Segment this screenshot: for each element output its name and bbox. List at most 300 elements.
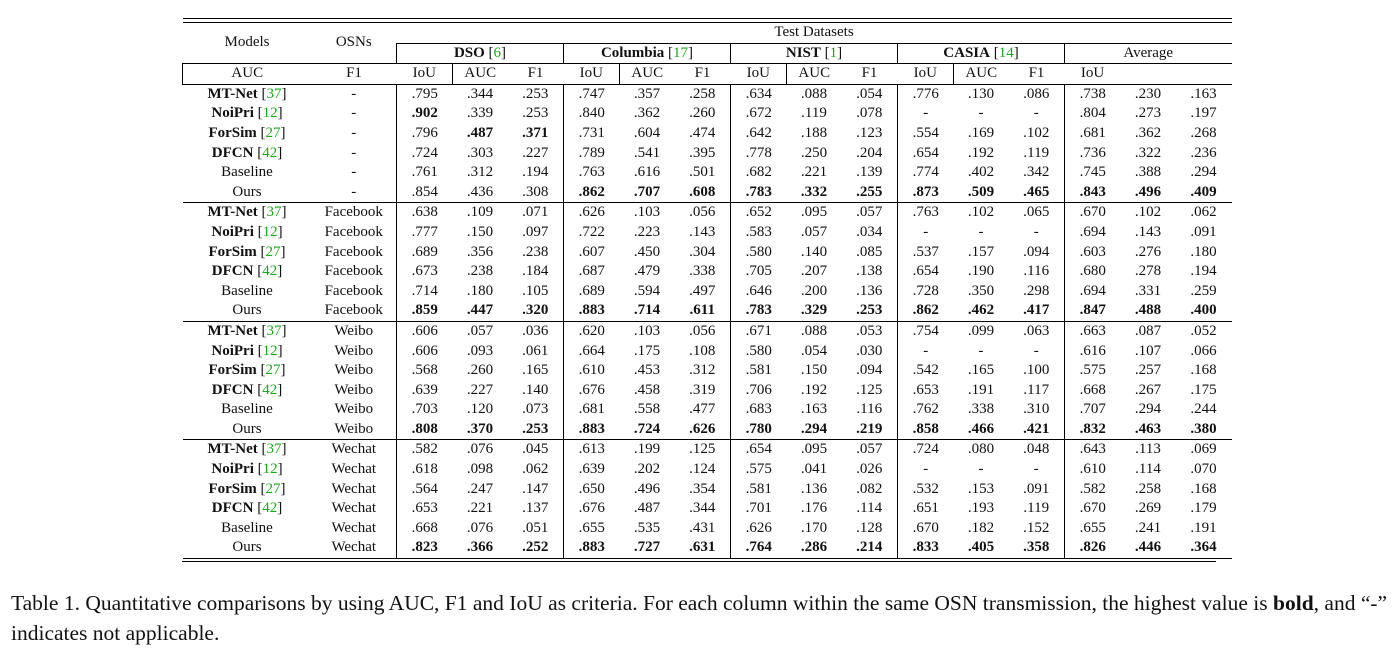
value-cell: .689 [564,282,620,302]
value-cell: .689 [397,243,453,263]
value-cell: .707 [633,183,661,200]
osn-cell: Facebook [324,263,383,280]
value-cell: .108 [689,342,716,359]
value-cell: .332 [800,183,828,200]
value-cell: .143 [1134,223,1162,240]
value-cell: .073 [522,401,549,418]
value-cell: .761 [397,163,453,183]
value-cell: .086 [1009,84,1065,104]
header-metric: AUC [453,64,508,85]
model-name: MT-Net [207,441,258,458]
model-cell [183,163,312,183]
value-cell: .479 [633,263,661,280]
value-cell: .136 [856,282,883,299]
value-cell: .654 [898,262,954,282]
value-cell: - [978,223,984,240]
table-row [183,163,1232,183]
value-cell: .250 [800,144,828,161]
citation-ref[interactable]: 27 [265,362,281,379]
value-cell: .582 [1065,480,1121,500]
table-row [183,183,1232,203]
value-cell: .204 [856,144,883,161]
value-cell: .651 [898,499,954,519]
value-cell: .668 [1065,381,1121,401]
table-row [183,538,1232,558]
model-name: Ours [232,539,262,556]
value-cell: .056 [675,321,731,341]
osn-cell: Weibo [312,321,397,341]
value-cell: .260 [689,105,716,122]
model-cell: DFCN [42] [211,500,283,517]
citation-ref[interactable]: 37 [266,204,282,221]
header-metric: F1 [508,64,564,85]
header-metric: AUC [620,64,675,85]
table-row [183,460,1232,480]
value-cell: .258 [675,84,731,104]
value-cell: .136 [800,480,828,497]
value-cell: .184 [522,263,549,280]
model-name: DFCN [211,263,254,280]
table-row [183,499,1232,519]
value-cell: .776 [898,84,954,104]
value-cell: .763 [564,163,620,183]
value-cell: .745 [1065,163,1121,183]
value-cell: .789 [564,144,620,164]
value-cell: .680 [1065,262,1121,282]
value-cell: .137 [522,500,549,517]
value-cell: .682 [731,163,787,183]
value-cell: .638 [397,203,453,223]
value-cell: .847 [1065,301,1121,321]
value-cell: .065 [1009,203,1065,223]
value-cell: .057 [842,440,898,460]
citation-ref[interactable]: 12 [262,105,278,122]
value-cell: .238 [466,263,494,280]
value-cell: .783 [731,183,787,203]
value-cell: .088 [787,84,842,104]
citation-ref[interactable]: 12 [262,223,278,240]
osn-cell: Wechat [331,500,377,517]
value-cell: .258 [1134,480,1162,497]
table-row [183,400,1232,420]
value-cell: .554 [898,124,954,144]
value-cell: .606 [397,321,453,341]
value-cell: .610 [564,361,620,381]
value-cell: .125 [856,381,883,398]
header-metric: IoU [1065,64,1121,85]
value-cell: .103 [620,203,675,223]
value-cell: .541 [633,144,661,161]
osn-cell: - [351,124,357,141]
model-cell: DFCN [42] [211,381,283,398]
osn-cell: Wechat [312,440,397,460]
value-cell: .192 [800,381,828,398]
osn-cell: Facebook [324,243,383,260]
osn-cell: - [312,84,397,104]
value-cell: .119 [1023,500,1050,517]
value-cell: .168 [1190,362,1217,379]
value-cell: .312 [689,362,716,379]
table-caption [11,588,1391,648]
value-cell: .509 [967,183,995,200]
value-cell: - [898,104,954,124]
model-cell: ForSim [27] [208,480,286,497]
value-cell: - [1033,342,1039,359]
table-row [183,124,1232,144]
model-cell: MT-Net [37] [183,84,312,104]
value-cell: .329 [800,302,828,319]
value-cell: .568 [397,361,453,381]
value-cell: .537 [898,243,954,263]
value-cell: .041 [800,461,828,478]
value-cell: .117 [1023,381,1050,398]
value-cell: .883 [564,301,620,321]
value-cell: .223 [633,223,661,240]
value-cell: .194 [1190,263,1217,280]
citation-ref[interactable]: 37 [266,441,282,458]
value-cell: .474 [689,124,716,141]
model-name: NoiPri [211,461,254,478]
caption-bold-word: bold [1273,591,1314,615]
value-cell: .583 [731,223,787,243]
value-cell: .664 [564,342,620,362]
value-cell: .466 [967,420,995,437]
value-cell: .694 [1065,223,1121,243]
value-cell: .091 [1190,223,1217,240]
osn-cell: Facebook [324,223,383,240]
value-cell: .331 [1134,282,1162,299]
value-cell: .859 [397,301,453,321]
value-cell: .057 [453,321,508,341]
value-cell: .616 [1065,342,1121,362]
value-cell: .808 [397,420,453,440]
value-cell: - [978,342,984,359]
citation-ref[interactable]: 37 [266,322,282,339]
value-cell: .747 [564,84,620,104]
value-cell: .610 [1065,460,1121,480]
value-cell: .681 [564,400,620,420]
table-row [183,342,1232,362]
value-cell: .087 [1121,321,1176,341]
value-cell: .496 [633,480,661,497]
value-cell: .036 [508,321,564,341]
value-cell: .421 [1023,420,1050,437]
value-cell: .140 [800,243,828,260]
model-name: NoiPri [211,342,254,359]
value-cell: - [898,342,954,362]
value-cell: .594 [633,282,661,299]
value-cell: .176 [800,500,828,517]
citation-ref[interactable]: 6 [493,44,502,61]
value-cell: .608 [689,183,716,200]
value-cell: .207 [800,263,828,280]
value-cell: .114 [856,500,883,517]
value-cell: .575 [731,460,787,480]
value-cell: .197 [1190,105,1217,122]
value-cell: .453 [633,362,661,379]
value-cell: .487 [633,500,661,517]
value-cell: .221 [466,500,494,517]
value-cell: .902 [397,104,453,124]
value-cell: .501 [689,164,716,181]
value-cell: .431 [689,519,716,536]
value-cell: .219 [856,420,883,437]
osn-cell: Wechat [312,538,397,558]
value-cell: .580 [731,243,787,263]
model-cell [183,420,312,440]
value-cell: .342 [1023,164,1050,181]
value-cell: .119 [801,105,827,122]
value-cell: .125 [675,440,731,460]
header-row-metrics [183,64,1232,85]
header-metric: IoU [564,64,620,85]
value-cell: .199 [620,440,675,460]
dataset-name: CASIA [943,44,990,61]
osn-cell: Weibo [334,342,374,359]
value-cell: .639 [564,460,620,480]
value-cell: .230 [1121,84,1176,104]
value-cell: .883 [564,538,620,558]
citation-ref[interactable]: 42 [262,500,278,517]
value-cell: .862 [898,301,954,321]
value-cell: .076 [453,440,508,460]
value-cell: .436 [466,183,494,200]
header-metric: IoU [898,64,954,85]
value-cell: .620 [564,321,620,341]
model-name: NoiPri [211,223,254,240]
value-cell: .724 [633,420,661,437]
value-cell: - [978,461,984,478]
citation-ref[interactable]: 42 [262,263,278,280]
caption-prefix: Table 1. Quantitative comparisons by using AUC, F1 and IoU as criteria. For each column within the same OSN transmission, the highest value is [11,591,1274,615]
value-cell: .188 [800,124,828,141]
model-name: ForSim [208,243,257,260]
model-cell: ForSim [27] [208,362,286,379]
value-cell: .175 [633,342,661,359]
value-cell: .626 [731,519,787,539]
model-cell: MT-Net [37] [183,203,312,223]
value-cell: .286 [787,538,842,558]
value-cell: .238 [522,243,549,260]
table-row [183,282,1232,302]
citation-ref[interactable]: 42 [262,144,278,161]
value-cell: .858 [898,420,954,440]
value-cell: .085 [856,243,883,260]
value-cell: .883 [564,420,620,440]
value-cell: .113 [1121,440,1176,460]
citation-ref[interactable]: 12 [262,461,278,478]
value-cell: .840 [564,104,620,124]
table-row [183,361,1232,381]
value-cell: .168 [1190,480,1217,497]
value-cell: .140 [522,381,549,398]
value-cell: .843 [1065,183,1121,203]
citation-ref[interactable]: 1 [829,44,838,61]
model-name: Ours [232,302,262,319]
value-cell: .796 [397,124,453,144]
value-cell: .727 [620,538,675,558]
model-name: DFCN [211,144,254,161]
model-name: ForSim [208,362,257,379]
citation-ref[interactable]: 37 [266,85,282,102]
value-cell: .221 [800,164,828,181]
value-cell: .542 [898,361,954,381]
model-name: MT-Net [207,85,258,102]
value-cell: .109 [453,203,508,223]
value-cell: .653 [397,499,453,519]
value-cell: .194 [522,164,549,181]
model-cell: DFCN [42] [211,263,283,280]
value-cell: .575 [1065,361,1121,381]
header-dataset: DSO [6] [397,43,564,64]
value-cell: .192 [967,144,995,161]
value-cell: .116 [856,401,883,418]
citation-ref[interactable]: 27 [265,124,281,141]
value-cell: .646 [731,282,787,302]
value-cell: .606 [397,342,453,362]
value-cell: .163 [800,401,828,418]
value-cell: .654 [898,144,954,164]
value-cell: .247 [466,480,494,497]
osn-cell: Facebook [312,203,397,223]
model-cell [183,301,312,321]
value-cell: .034 [856,223,883,240]
header-metric: AUC [954,64,1009,85]
value-cell: .310 [1023,401,1050,418]
value-cell: .278 [1134,263,1162,280]
value-cell: .705 [731,262,787,282]
header-metric: F1 [842,64,898,85]
value-cell: .604 [633,124,661,141]
value-cell: .139 [856,164,883,181]
value-cell: .356 [466,243,494,260]
value-cell: .097 [522,223,549,240]
citation-ref[interactable]: 27 [265,243,281,260]
value-cell: .463 [1134,420,1162,437]
value-cell: .676 [564,499,620,519]
model-cell [183,519,312,539]
value-cell: .655 [1065,519,1121,539]
citation-ref[interactable]: 14 [998,44,1014,61]
value-cell: - [898,460,954,480]
value-cell: .564 [397,480,453,500]
header-dataset: CASIA [14] [898,43,1065,64]
model-cell: ForSim [27] [208,243,286,260]
value-cell: .094 [856,362,883,379]
value-cell: .102 [1121,203,1176,223]
value-cell: .581 [731,361,787,381]
model-name: ForSim [208,124,257,141]
value-cell: .362 [633,105,661,122]
value-cell: .655 [564,519,620,539]
value-cell: .076 [466,519,494,536]
value-cell: .119 [1023,144,1050,161]
value-cell: .409 [1190,183,1217,200]
header-metric: F1 [312,64,397,85]
header-metric: F1 [675,64,731,85]
value-cell: .722 [564,223,620,243]
value-cell: .405 [954,538,1009,558]
value-cell: .294 [1134,401,1162,418]
value-cell: .488 [1134,302,1162,319]
value-cell: .402 [967,164,995,181]
value-cell: .607 [564,243,620,263]
caption-suffix: , and “-” indicates not applicable. [11,591,1388,645]
value-cell: .487 [466,124,494,141]
value-cell: .707 [1065,400,1121,420]
model-cell: NoiPri [12] [211,461,283,478]
value-cell: .312 [466,164,494,181]
value-cell: .795 [397,84,453,104]
value-cell: .357 [620,84,675,104]
value-cell: .683 [731,400,787,420]
value-cell: .714 [633,302,661,319]
model-name: Ours [232,420,262,437]
value-cell: .062 [522,461,549,478]
value-cell: .671 [731,321,787,341]
value-cell: .094 [1023,243,1050,260]
value-cell: .253 [508,84,564,104]
value-cell: .260 [466,362,494,379]
citation-ref[interactable]: 17 [673,44,689,61]
value-cell: .045 [508,440,564,460]
value-cell: .128 [856,519,883,536]
value-cell: .057 [842,203,898,223]
value-cell: .071 [508,203,564,223]
model-name: MT-Net [207,204,258,221]
value-cell: .170 [800,519,828,536]
value-cell: .873 [898,183,954,203]
header-models: Models [224,34,270,51]
citation-ref[interactable]: 27 [265,480,281,497]
value-cell: .603 [1065,243,1121,263]
value-cell: .400 [1190,302,1217,319]
value-cell: .672 [731,104,787,124]
value-cell: .191 [967,381,995,398]
value-cell: .227 [522,144,549,161]
value-cell: .244 [1190,401,1217,418]
value-cell: .322 [1134,144,1162,161]
citation-ref[interactable]: 12 [262,342,278,359]
value-cell: .496 [1134,183,1162,200]
value-cell: .082 [856,480,883,497]
citation-ref[interactable]: 42 [262,381,278,398]
header-dataset: Columbia [17] [564,43,731,64]
value-cell: .687 [564,262,620,282]
header-metric: AUC [787,64,842,85]
value-cell: .273 [1134,105,1162,122]
value-cell: .626 [689,420,716,437]
header-metric: IoU [731,64,787,85]
bottom-rule [182,561,1216,562]
value-cell: .339 [466,105,494,122]
value-cell: .147 [522,480,549,497]
value-cell: .764 [731,538,787,558]
value-cell: .066 [1190,342,1217,359]
value-cell: .252 [508,538,564,558]
value-cell: .180 [466,282,494,299]
model-name: DFCN [211,381,254,398]
table-row [183,420,1232,440]
value-cell: .241 [1134,519,1162,536]
value-cell: .163 [1176,84,1232,104]
value-cell: .833 [898,538,954,558]
value-cell: .754 [898,321,954,341]
value-cell: .676 [564,381,620,401]
value-cell: .298 [1023,282,1050,299]
model-cell [183,282,312,302]
value-cell: .862 [564,183,620,203]
